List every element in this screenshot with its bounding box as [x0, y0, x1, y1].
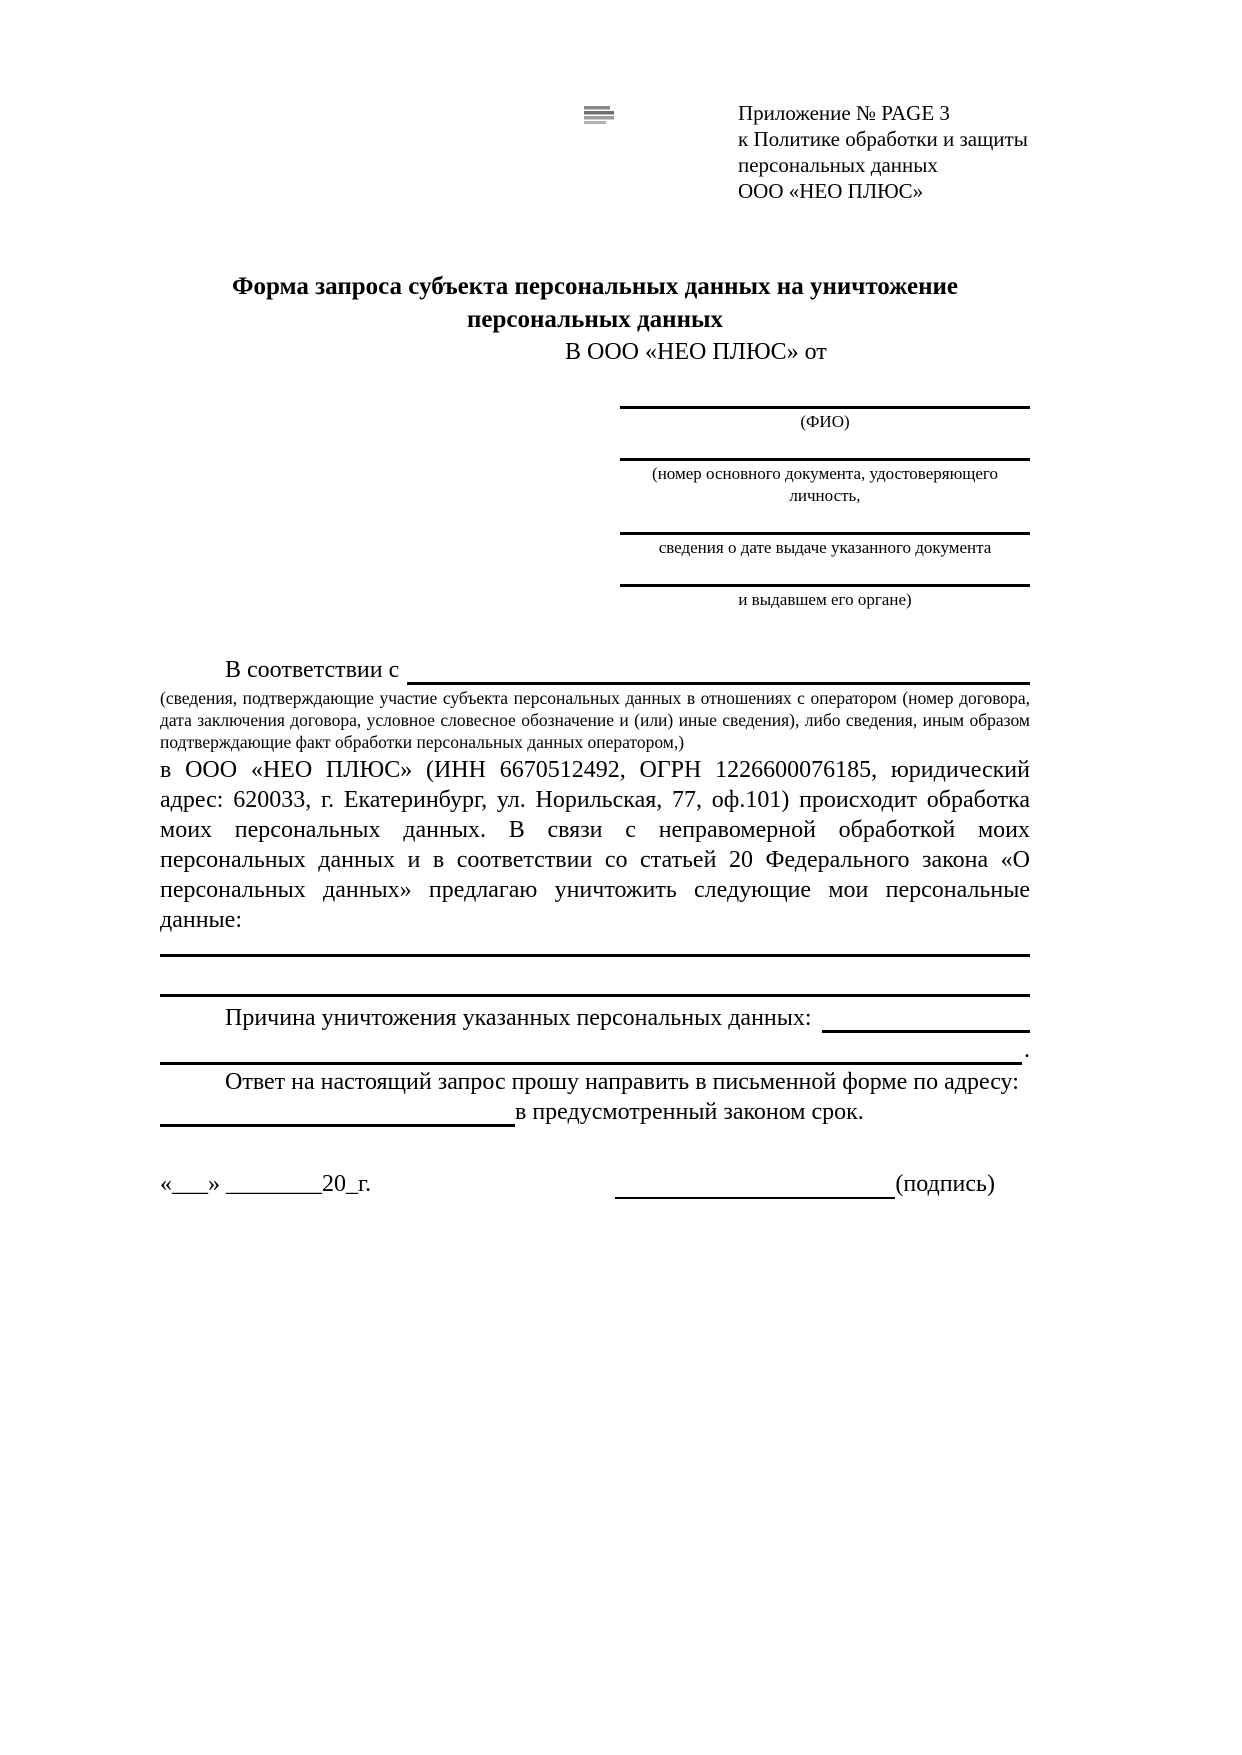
page-title: Форма запроса субъекта персональных данных на уничтожение персональных данных — [232, 273, 958, 333]
date-placeholder[interactable]: «___» ________20_г. — [160, 1171, 372, 1197]
reason-label: Причина уничтожения указанных персональных данных: — [225, 1005, 812, 1031]
body-paragraph: в ООО «НЕО ПЛЮС» (ИНН 6670512492, ОГРН 1226600076185, юридический адрес: 620033, г. Екатеринбург, ул. Норильская, 77, оф.101) происходит обработка моих персональных данных. В связи с неправомерной обработкой моих персональных данных и в соответствии со статьей 20 Федерального закона «О персональных данных» предлагаю уничтожить следующие мои персональные данные: — [160, 757, 1030, 933]
identity-fields — [620, 369, 1030, 611]
identity-field-document-number — [620, 433, 1030, 507]
issue-date-field-line[interactable] — [620, 507, 1030, 535]
issue-date-field-caption: сведения о дате выдаче указанного документа — [658, 538, 992, 557]
response-address-row — [160, 1097, 1030, 1127]
line-terminator: . — [1024, 1037, 1030, 1063]
reason-row — [160, 1003, 1030, 1033]
address-blank-line[interactable] — [160, 1101, 515, 1127]
fio-field-caption: (ФИО) — [800, 412, 850, 431]
accordance-blank-line[interactable] — [407, 659, 1030, 685]
reason-continuation-row — [160, 1035, 1030, 1065]
document-number-field-caption: (номер основного документа, удостоверяющего личность, — [652, 464, 998, 505]
signature-group — [615, 1169, 995, 1199]
document-content — [160, 0, 1030, 1199]
appendix-header-line: ООО «НЕО ПЛЮС» — [738, 179, 924, 203]
reason-continuation-line[interactable] — [160, 1039, 1022, 1065]
accordance-label: В соответствии с — [225, 657, 400, 683]
response-suffix: в предусмотренный законом срок. — [515, 1099, 864, 1125]
identity-field-issue-date — [620, 507, 1030, 559]
appendix-header-line: персональных данных — [738, 153, 938, 177]
appendix-header-line: Приложение № PAGE 3 — [738, 101, 950, 125]
data-to-destroy-line-1[interactable] — [160, 935, 1030, 957]
data-to-destroy-line-2[interactable] — [160, 957, 1030, 997]
accordance-footnote: (сведения, подтверждающие участие субъекта персональных данных в отношениях с оператором (номер договора, дата заключения договора, условное словесное обозначение и (или) иные сведения), либо сведения, иным образом подтверждающие факт обработки персональных данных оператором,) — [160, 688, 1030, 752]
fio-field-line[interactable] — [620, 369, 1030, 409]
reason-blank-line[interactable] — [822, 1007, 1030, 1033]
appendix-header-line: к Политике обработки и защиты — [738, 127, 1028, 151]
addressee-line: В ООО «НЕО ПЛЮС» от — [565, 339, 827, 365]
identity-field-fio — [620, 369, 1030, 433]
accordance-row — [160, 655, 1030, 685]
issuing-authority-field-caption: и выдавшем его органе) — [738, 590, 912, 609]
signature-caption: (подпись) — [895, 1171, 995, 1197]
identity-field-issuing-authority — [620, 559, 1030, 611]
appendix-header — [738, 100, 1030, 204]
signature-row — [160, 1169, 1030, 1199]
signature-blank-line[interactable] — [615, 1173, 895, 1199]
document-number-field-line[interactable] — [620, 433, 1030, 461]
issuing-authority-field-line[interactable] — [620, 559, 1030, 587]
response-request: Ответ на настоящий запрос прошу направить в письменной форме по адресу: — [225, 1069, 1019, 1095]
